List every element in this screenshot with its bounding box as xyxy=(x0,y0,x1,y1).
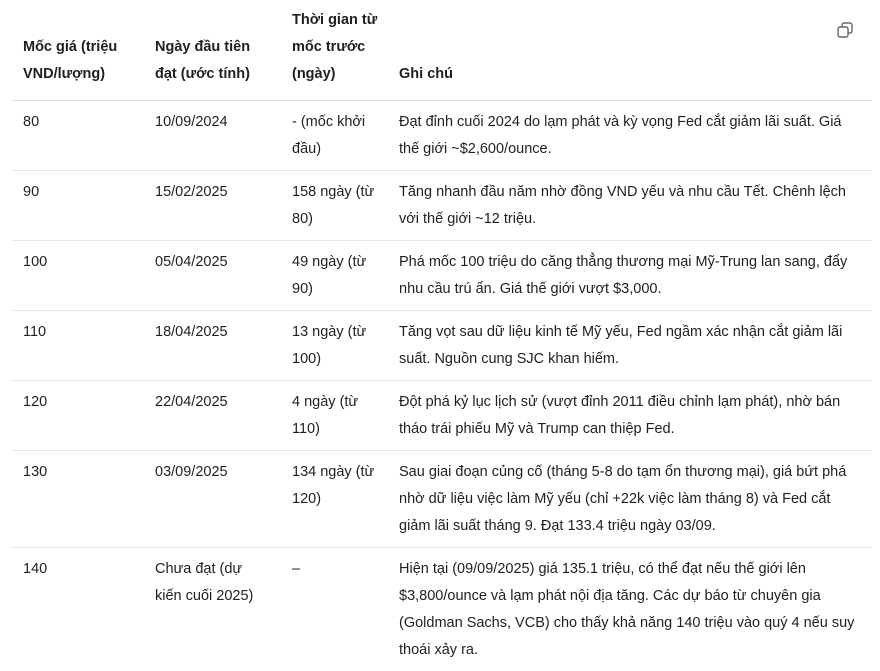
header-notes: Ghi chú xyxy=(388,0,872,101)
table-row xyxy=(12,381,872,451)
cell-price: 80 xyxy=(12,101,144,171)
cell-price: 140 xyxy=(12,548,144,671)
cell-price: 100 xyxy=(12,241,144,311)
gold-price-milestones-table xyxy=(12,0,872,671)
cell-date: 15/02/2025 xyxy=(144,171,281,241)
cell-days: 4 ngày (từ 110) xyxy=(281,381,388,451)
table-row xyxy=(12,101,872,171)
cell-date: 10/09/2024 xyxy=(144,101,281,171)
cell-date: 22/04/2025 xyxy=(144,381,281,451)
cell-days: 49 ngày (từ 90) xyxy=(281,241,388,311)
table-row xyxy=(12,548,872,671)
table-header-row xyxy=(12,0,872,101)
cell-date: 05/04/2025 xyxy=(144,241,281,311)
cell-note: Tăng vọt sau dữ liệu kinh tế Mỹ yếu, Fed ngầm xác nhận cắt giảm lãi suất. Nguồn cung SJC khan hiếm. xyxy=(388,311,872,381)
cell-note: Phá mốc 100 triệu do căng thẳng thương mại Mỹ-Trung lan sang, đẩy nhu cầu trú ẩn. Giá thế giới vượt $3,000. xyxy=(388,241,872,311)
cell-days: 158 ngày (từ 80) xyxy=(281,171,388,241)
cell-price: 120 xyxy=(12,381,144,451)
header-first-date: Ngày đầu tiên đạt (ước tính) xyxy=(144,0,281,101)
header-price-milestone: Mốc giá (triệu VND/lượng) xyxy=(12,0,144,101)
table-row xyxy=(12,241,872,311)
cell-price: 130 xyxy=(12,451,144,548)
cell-days: – xyxy=(281,548,388,671)
header-days-since-previous: Thời gian từ mốc trước (ngày) xyxy=(281,0,388,101)
cell-note: Sau giai đoạn củng cố (tháng 5-8 do tạm ổn thương mại), giá bứt phá nhờ dữ liệu việc làm Mỹ yếu (chỉ +22k việc làm tháng 8) và Fed cắt giảm lãi suất tháng 9. Đạt 133.4 triệu ngày 03/09. xyxy=(388,451,872,548)
table-row xyxy=(12,171,872,241)
cell-note: Đạt đỉnh cuối 2024 do lạm phát và kỳ vọng Fed cắt giảm lãi suất. Giá thế giới ~$2,600/ounce. xyxy=(388,101,872,171)
cell-note: Hiện tại (09/09/2025) giá 135.1 triệu, có thể đạt nếu thế giới lên $3,800/ounce và lạm phát nội địa tăng. Các dự báo từ chuyên gia (Goldman Sachs, VCB) cho thấy khả năng 140 triệu vào quý 4 nếu suy thoái xảy ra. xyxy=(388,548,872,671)
table-row xyxy=(12,311,872,381)
cell-date: 18/04/2025 xyxy=(144,311,281,381)
cell-price: 90 xyxy=(12,171,144,241)
cell-days: - (mốc khởi đầu) xyxy=(281,101,388,171)
cell-days: 134 ngày (từ 120) xyxy=(281,451,388,548)
cell-note: Tăng nhanh đầu năm nhờ đồng VND yếu và nhu cầu Tết. Chênh lệch với thế giới ~12 triệu. xyxy=(388,171,872,241)
cell-days: 13 ngày (từ 100) xyxy=(281,311,388,381)
cell-price: 110 xyxy=(12,311,144,381)
table-row xyxy=(12,451,872,548)
cell-date: Chưa đạt (dự kiến cuối 2025) xyxy=(144,548,281,671)
cell-note: Đột phá kỷ lục lịch sử (vượt đỉnh 2011 điều chỉnh lạm phát), nhờ bán tháo trái phiếu Mỹ và Trump can thiệp Fed. xyxy=(388,381,872,451)
cell-date: 03/09/2025 xyxy=(144,451,281,548)
